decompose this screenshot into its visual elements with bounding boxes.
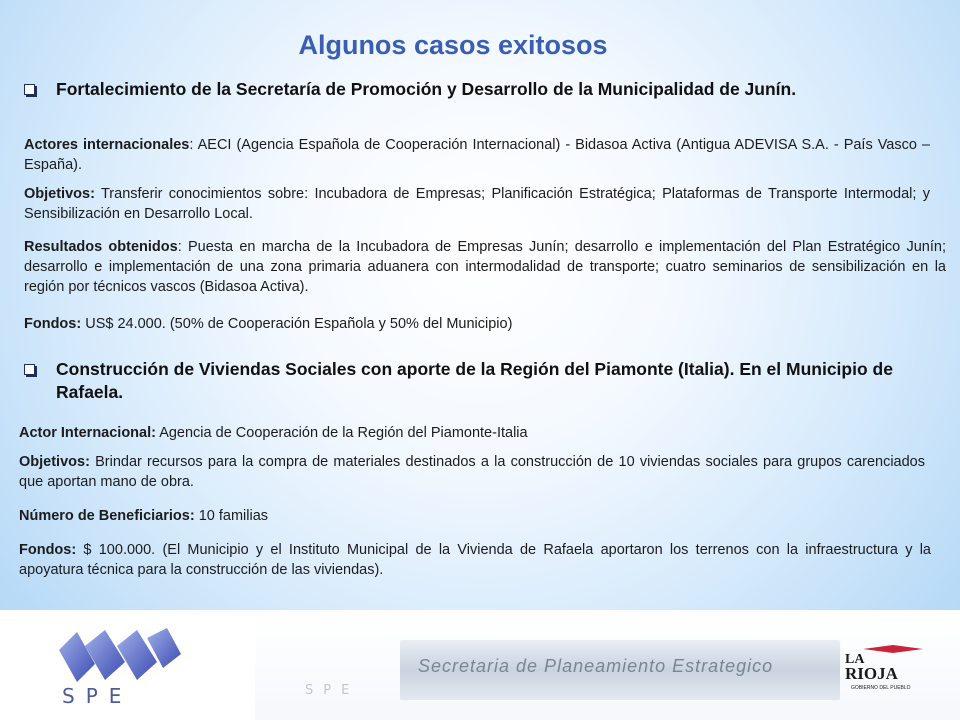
- funds-label: Fondos:: [19, 542, 77, 558]
- case2-funds: [19, 540, 931, 580]
- objectives-text: Brindar recursos para la compra de materiales destinados a la construcción de 10 viviendas sociales para grupos carenciados que aportan mano de obra.: [19, 454, 925, 490]
- case2-objectives: [19, 452, 925, 492]
- beneficiaries-label: Número de Beneficiarios:: [19, 508, 195, 524]
- funds-text: US$ 24.000. (50% de Cooperación Española y 50% del Municipio): [81, 316, 513, 332]
- banner-text: Secretaria de Planeamiento Estrategico: [418, 656, 774, 676]
- case1-actors: [24, 135, 930, 175]
- objectives-text: Transferir conocimientos sobre: Incubadora de Empresas; Planificación Estratégica; Plataformas de Transporte Intermodal; y Sensibilización en Desarrollo Local.: [24, 186, 930, 222]
- secretaria-banner: [400, 640, 840, 700]
- case1-objectives: [24, 184, 930, 224]
- checkbox-bullet-icon: [24, 84, 35, 95]
- actors-label: Actores internacionales: [24, 137, 190, 153]
- case2-actor: [19, 423, 925, 443]
- rioja-line1: LA: [845, 652, 865, 667]
- objectives-label: Objetivos:: [24, 186, 95, 202]
- funds-text: $ 100.000. (El Municipio y el Instituto Municipal de la Vivienda de Rafaela aportaron los terrenos con la infraestructura y la apoyatura técnica para la construcción de las viviendas).: [19, 542, 931, 578]
- case1-funds: [24, 314, 930, 334]
- rioja-line2: RIOJA: [845, 664, 898, 683]
- case1-results: [24, 237, 946, 297]
- spe-logo-icon: [55, 628, 185, 684]
- slide-title: Algunos casos exitosos: [298, 30, 608, 60]
- beneficiaries-text: 10 familias: [194, 508, 269, 524]
- funds-label: Fondos:: [24, 316, 82, 332]
- actor-label: Actor Internacional:: [19, 425, 156, 441]
- rioja-sub: GOBIERNO DEL PUEBLO: [851, 685, 911, 691]
- la-rioja-logo-icon: [843, 645, 938, 695]
- objectives-label: Objetivos:: [19, 454, 90, 470]
- spe-watermark: SPE: [305, 683, 360, 698]
- case2-beneficiaries: [19, 506, 925, 526]
- results-label: Resultados obtenidos: [24, 239, 178, 255]
- actors-text: : AECI (Agencia Española de Cooperación Internacional) - Bidasoa Activa (Antigua ADEVISA S.A. - País Vasco – España).: [24, 137, 930, 173]
- spe-logo-text: SPE: [62, 684, 133, 708]
- case2-heading: Construcción de Viviendas Sociales con aporte de la Región del Piamonte (Italia). En el Municipio de Rafaela.: [24, 358, 904, 404]
- actor-text: Agencia de Cooperación de la Región del Piamonte-Italia: [155, 425, 528, 441]
- results-text: : Puesta en marcha de la Incubadora de Empresas Junín; desarrollo e implementación del Plan Estratégico Junín; desarrollo e implementación de una zona primaria aduanera con intermodalidad de transporte; cuatro seminarios de sensibilización en la región por técnicos vascos (Bidasoa Activa).: [24, 239, 946, 295]
- checkbox-bullet-icon: [24, 364, 35, 375]
- case1-heading: Fortalecimiento de la Secretaría de Promoción y Desarrollo de la Municipalidad de Junín.: [24, 78, 904, 101]
